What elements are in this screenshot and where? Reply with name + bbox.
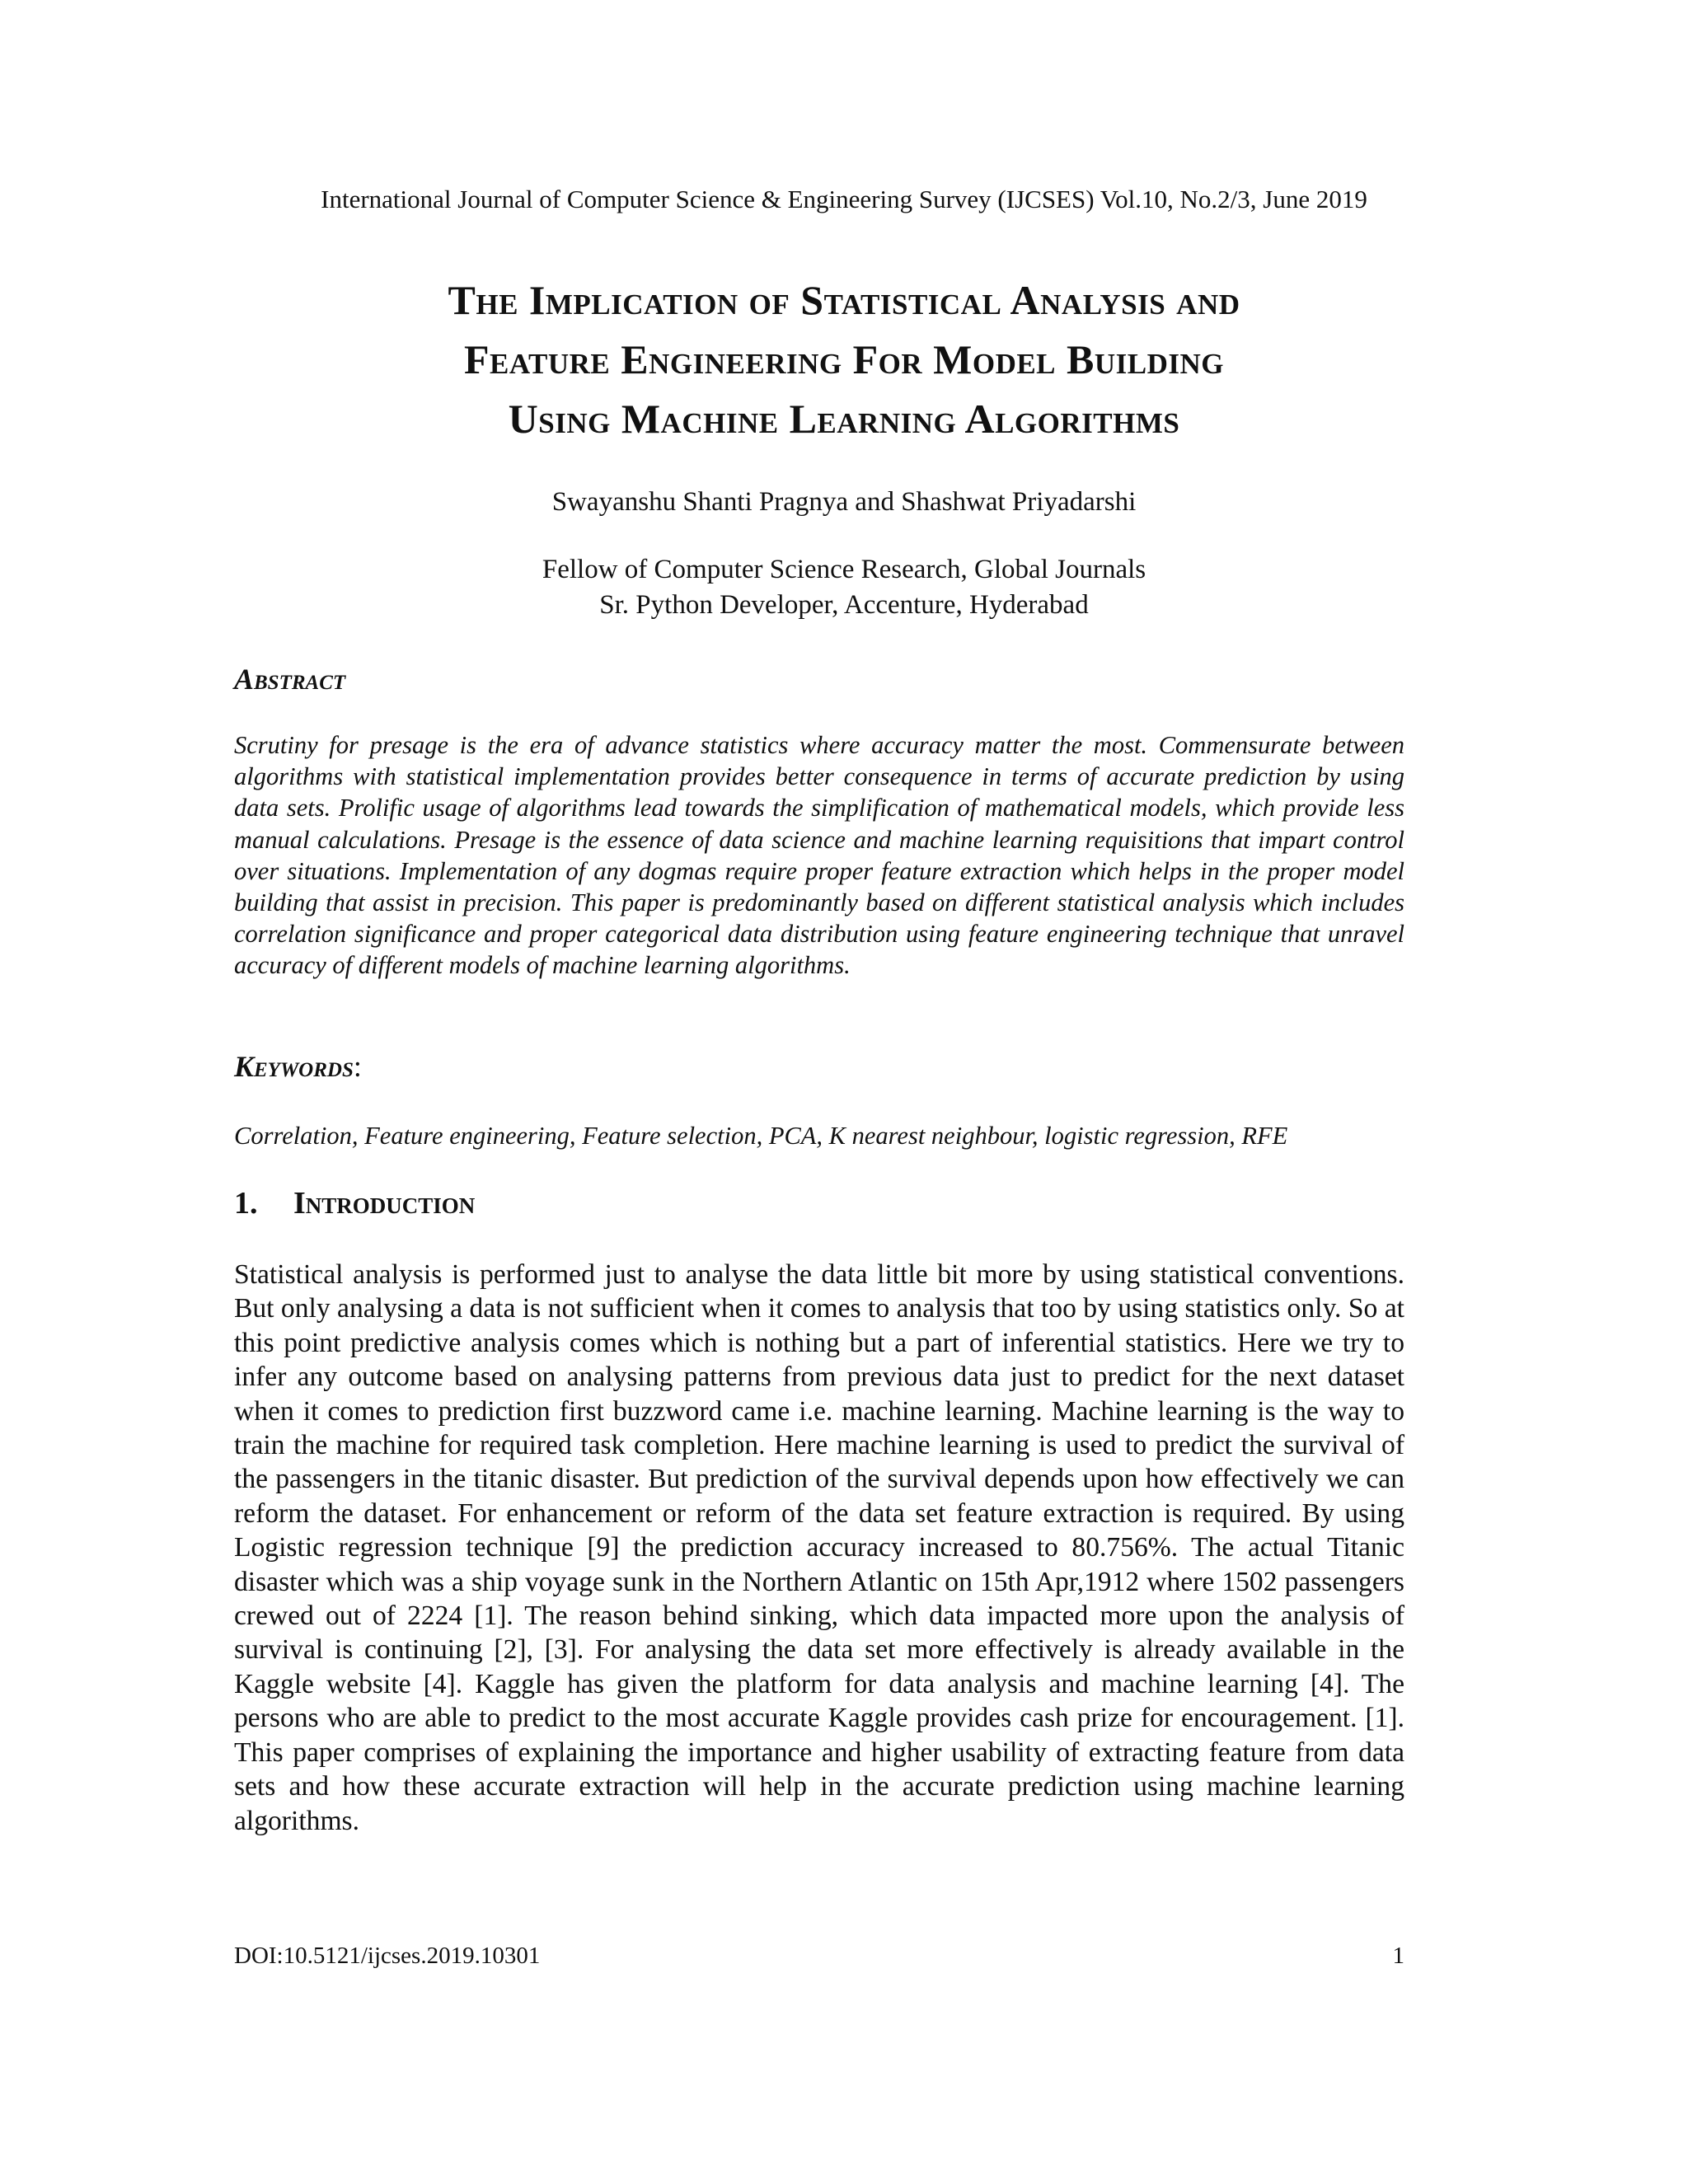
keywords-colon: : [353, 1050, 362, 1083]
paper-title [132, 270, 1556, 448]
section-title: Introduction [293, 1186, 476, 1221]
section-number: 1. [234, 1186, 258, 1221]
footer-doi: DOI:10.5121/ijcses.2019.10301 [234, 1943, 541, 1969]
affiliation-1: Fellow of Computer Science Research, Global Journals [542, 555, 1146, 584]
keywords-body: Correlation, Feature engineering, Feature selection, PCA, K nearest neighbour, logistic regression, RFE [234, 1122, 1288, 1150]
keywords-heading [234, 1048, 362, 1085]
affiliations [0, 552, 1688, 623]
affiliation-2: Sr. Python Developer, Accenture, Hyderabad [599, 590, 1089, 620]
paper-title-line-3: Using Machine Learning Algorithms [508, 396, 1180, 442]
keywords-label: Keywords [234, 1050, 354, 1083]
introduction-body: Statistical analysis is performed just to analyse the data little bit more by using statistical conventions. But only analysing a data is not sufficient when it comes to analysis that too by using statistics only. So at this point predictive analysis comes which is nothing but a part of inferential statistics. Here we try to infer any outcome based on analysing patterns from previous data just to predict for the next dataset when it comes to prediction first buzzword came i.e. machine learning. Machine learning is the way to train the machine for required task completion. Here machine learning is used to predict the survival of the passengers in the titanic disaster. But prediction of the survival depends upon how effectively we can reform the dataset. For enhancement or reform of the data set feature extraction is required. By using Logistic regression technique [9] the prediction accuracy increased to 80.756%. The actual Titanic disaster which was a ship voyage sunk in the Northern Atlantic on 15th Apr,1912 where 1502 passengers crewed out of 2224 [1]. The reason behind sinking, which data impacted more upon the analysis of survival is continuing [2], [3]. For analysing the data set more effectively is already available in the Kaggle website [4]. Kaggle has given the platform for data analysis and machine learning [4]. The persons who are able to predict to the most accurate Kaggle provides cash prize for encouragement. [1]. This paper comprises of explaining the importance and higher usability of extracting feature from data sets and how these accurate extraction will help in the accurate prediction using machine learning algorithms. [234, 1259, 1404, 1836]
paper-title-line-1: The Implication of Statistical Analysis and [448, 277, 1240, 323]
abstract-body: Scrutiny for presage is the era of advance statistics where accuracy matter the most. Commensurate between algorithms with statistical implementation provides better consequence in terms of accurate prediction by using data sets. Prolific usage of algorithms lead towards the simplification of mathematical models, which provide less manual calculations. Presage is the essence of data science and machine learning requisitions that impart control over situations. Implementation of any dogmas require proper feature extraction which helps in the proper model building that assist in precision. This paper is predominantly based on different statistical analysis which includes correlation significance and proper categorical data distribution using feature engineering technique that unravel accuracy of different models of machine learning algorithms. [234, 731, 1404, 980]
authors: Swayanshu Shanti Pragnya and Shashwat Priyadarshi [551, 487, 1137, 517]
abstract-heading: Abstract [234, 663, 346, 696]
introduction-heading [234, 1183, 475, 1223]
journal-header: International Journal of Computer Science & Engineering Survey (IJCSES) Vol.10, No.2/3, June 2019 [321, 185, 1367, 213]
footer-page-number: 1 [1392, 1943, 1404, 1969]
paper-title-line-2: Feature Engineering For Model Building [463, 336, 1225, 382]
